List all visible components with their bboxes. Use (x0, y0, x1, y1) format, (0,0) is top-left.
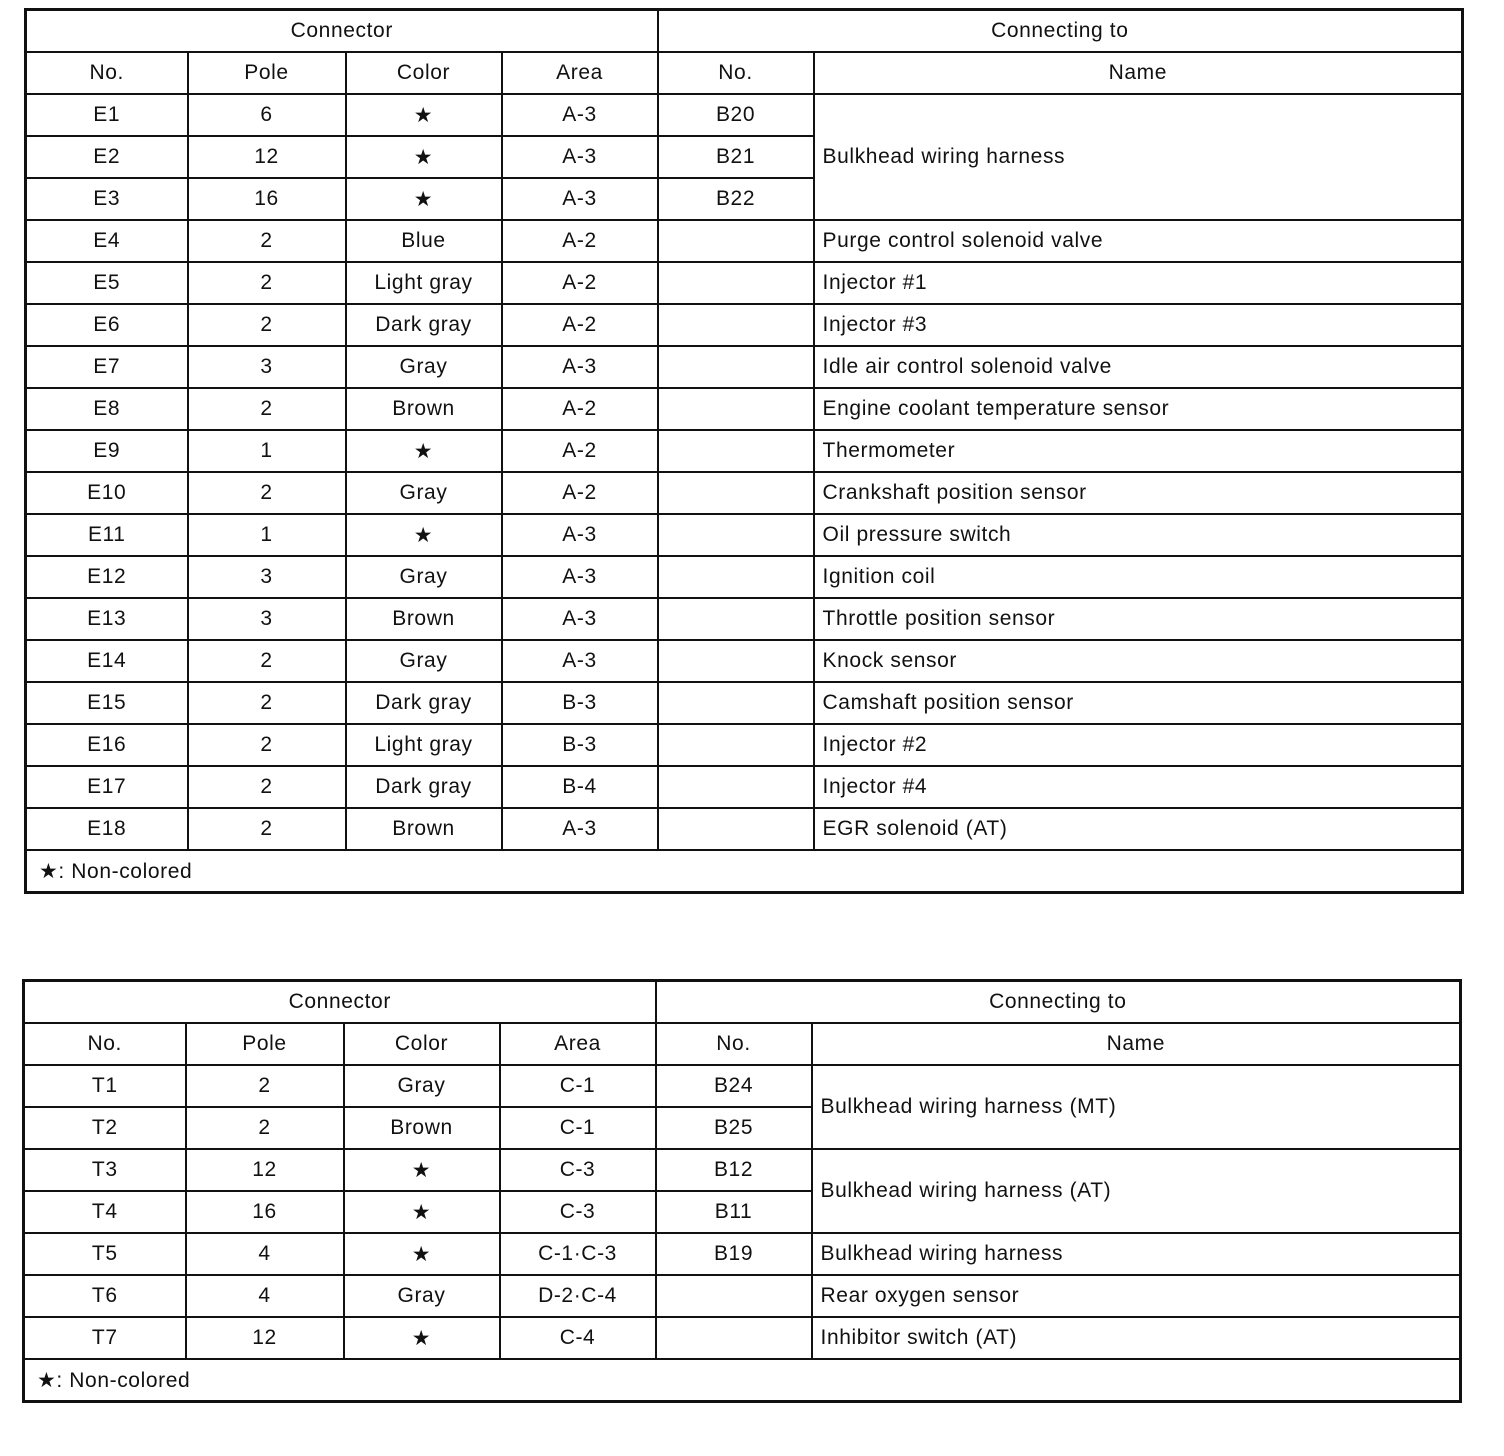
cell-to-no: B25 (656, 1107, 812, 1149)
cell-color: ★ (344, 1149, 500, 1191)
cell-no: E1 (26, 94, 188, 136)
col-header-color: Color (346, 52, 502, 94)
cell-to-no (658, 220, 814, 262)
table-row (26, 346, 1463, 388)
table-row (26, 766, 1463, 808)
cell-no: E11 (26, 514, 188, 556)
cell-area: C-3 (500, 1191, 656, 1233)
cell-area: A-3 (502, 346, 658, 388)
table-row (26, 598, 1463, 640)
group-header-row (24, 981, 1461, 1024)
cell-no: E14 (26, 640, 188, 682)
cell-to-no (658, 472, 814, 514)
cell-pole: 3 (188, 598, 346, 640)
col-header-to-no: No. (656, 1023, 812, 1065)
cell-pole: 4 (186, 1233, 344, 1275)
cell-color: Gray (346, 472, 502, 514)
cell-area: B-3 (502, 682, 658, 724)
cell-pole: 2 (188, 472, 346, 514)
cell-area: A-3 (502, 556, 658, 598)
cell-area: A-2 (502, 220, 658, 262)
cell-no: T5 (24, 1233, 186, 1275)
cell-to-no: B12 (656, 1149, 812, 1191)
cell-to-no: B24 (656, 1065, 812, 1107)
cell-name: Rear oxygen sensor (812, 1275, 1461, 1317)
column-header-row (26, 52, 1463, 94)
col-header-area: Area (500, 1023, 656, 1065)
cell-no: E12 (26, 556, 188, 598)
cell-pole: 2 (188, 766, 346, 808)
cell-name: Inhibitor switch (AT) (812, 1317, 1461, 1359)
cell-pole: 6 (188, 94, 346, 136)
cell-to-no (656, 1317, 812, 1359)
cell-area: A-2 (502, 262, 658, 304)
cell-name: Crankshaft position sensor (814, 472, 1463, 514)
cell-name: Injector #4 (814, 766, 1463, 808)
cell-color: ★ (344, 1191, 500, 1233)
cell-area: B-4 (502, 766, 658, 808)
cell-area: A-2 (502, 472, 658, 514)
cell-to-no (658, 808, 814, 850)
cell-area: A-2 (502, 388, 658, 430)
cell-area: B-3 (502, 724, 658, 766)
cell-pole: 1 (188, 514, 346, 556)
group-header-connecting-to: Connecting to (658, 10, 1463, 53)
cell-color: ★ (346, 94, 502, 136)
table-row (26, 430, 1463, 472)
col-header-color: Color (344, 1023, 500, 1065)
cell-pole: 2 (188, 724, 346, 766)
cell-name: EGR solenoid (AT) (814, 808, 1463, 850)
table-row (24, 1149, 1461, 1191)
cell-no: E17 (26, 766, 188, 808)
cell-name: Throttle position sensor (814, 598, 1463, 640)
cell-no: T3 (24, 1149, 186, 1191)
table-row (26, 262, 1463, 304)
cell-no: E4 (26, 220, 188, 262)
cell-color: Gray (344, 1275, 500, 1317)
connector-table-t (22, 979, 1462, 1403)
cell-no: T7 (24, 1317, 186, 1359)
cell-pole: 12 (186, 1149, 344, 1191)
col-header-to-no: No. (658, 52, 814, 94)
cell-to-no: B11 (656, 1191, 812, 1233)
cell-area: C-3 (500, 1149, 656, 1191)
cell-to-no (658, 682, 814, 724)
cell-color: Gray (346, 556, 502, 598)
cell-to-no: B19 (656, 1233, 812, 1275)
cell-area: A-3 (502, 640, 658, 682)
table-row (26, 724, 1463, 766)
cell-to-no (658, 514, 814, 556)
table-row (26, 94, 1463, 136)
cell-name: Ignition coil (814, 556, 1463, 598)
table-row (26, 388, 1463, 430)
cell-no: E18 (26, 808, 188, 850)
cell-color: Light gray (346, 724, 502, 766)
cell-name: Thermometer (814, 430, 1463, 472)
cell-no: T6 (24, 1275, 186, 1317)
cell-to-no (658, 346, 814, 388)
cell-no: E13 (26, 598, 188, 640)
cell-name: Camshaft position sensor (814, 682, 1463, 724)
cell-no: T2 (24, 1107, 186, 1149)
cell-name: Oil pressure switch (814, 514, 1463, 556)
cell-color: ★ (346, 430, 502, 472)
table-row (26, 472, 1463, 514)
cell-area: A-2 (502, 304, 658, 346)
connector-table-e (24, 8, 1464, 894)
cell-no: E8 (26, 388, 188, 430)
group-header-connector: Connector (26, 10, 658, 53)
cell-name-merged: Bulkhead wiring harness (MT) (812, 1065, 1461, 1149)
cell-no: E15 (26, 682, 188, 724)
cell-no: E10 (26, 472, 188, 514)
cell-color: Dark gray (346, 304, 502, 346)
cell-to-no: B22 (658, 178, 814, 220)
col-header-name: Name (814, 52, 1463, 94)
cell-color: ★ (346, 514, 502, 556)
cell-name: Injector #3 (814, 304, 1463, 346)
cell-color: ★ (346, 136, 502, 178)
footnote-row (26, 850, 1463, 893)
table-row (26, 220, 1463, 262)
group-header-connecting-to: Connecting to (656, 981, 1461, 1024)
cell-pole: 12 (186, 1317, 344, 1359)
cell-to-no (658, 640, 814, 682)
cell-pole: 2 (188, 262, 346, 304)
cell-no: E3 (26, 178, 188, 220)
cell-no: E16 (26, 724, 188, 766)
cell-color: Brown (346, 808, 502, 850)
cell-name: Bulkhead wiring harness (812, 1233, 1461, 1275)
cell-area: A-3 (502, 136, 658, 178)
cell-to-no (658, 556, 814, 598)
cell-name: Injector #2 (814, 724, 1463, 766)
cell-pole: 2 (188, 640, 346, 682)
cell-no: T4 (24, 1191, 186, 1233)
cell-to-no: B21 (658, 136, 814, 178)
cell-no: E6 (26, 304, 188, 346)
cell-pole: 16 (186, 1191, 344, 1233)
cell-pole: 2 (186, 1107, 344, 1149)
cell-pole: 3 (188, 556, 346, 598)
cell-pole: 2 (188, 808, 346, 850)
cell-name-merged: Bulkhead wiring harness (814, 94, 1463, 220)
footnote: ★: Non-colored (24, 1359, 1461, 1402)
cell-color: ★ (344, 1317, 500, 1359)
cell-to-no (658, 388, 814, 430)
cell-to-no (658, 262, 814, 304)
cell-area: A-2 (502, 430, 658, 472)
cell-to-no: B20 (658, 94, 814, 136)
cell-name: Engine coolant temperature sensor (814, 388, 1463, 430)
table-row (26, 514, 1463, 556)
cell-no: E2 (26, 136, 188, 178)
cell-pole: 1 (188, 430, 346, 472)
cell-area: C-1 (500, 1065, 656, 1107)
cell-color: Brown (346, 388, 502, 430)
cell-name: Purge control solenoid valve (814, 220, 1463, 262)
cell-color: Brown (344, 1107, 500, 1149)
cell-area: A-3 (502, 598, 658, 640)
cell-area: A-3 (502, 514, 658, 556)
col-header-name: Name (812, 1023, 1461, 1065)
cell-pole: 2 (188, 304, 346, 346)
cell-color: Dark gray (346, 766, 502, 808)
group-header-connector: Connector (24, 981, 656, 1024)
table-row (24, 1065, 1461, 1107)
cell-no: E5 (26, 262, 188, 304)
cell-name: Injector #1 (814, 262, 1463, 304)
cell-color: ★ (344, 1233, 500, 1275)
cell-color: Brown (346, 598, 502, 640)
footnote-row (24, 1359, 1461, 1402)
cell-color: Gray (346, 346, 502, 388)
cell-color: Gray (346, 640, 502, 682)
cell-pole: 2 (188, 388, 346, 430)
cell-area: D-2·C-4 (500, 1275, 656, 1317)
table-row (26, 640, 1463, 682)
col-header-pole: Pole (186, 1023, 344, 1065)
cell-pole: 12 (188, 136, 346, 178)
cell-to-no (658, 724, 814, 766)
cell-area: C-1 (500, 1107, 656, 1149)
col-header-no: No. (26, 52, 188, 94)
column-header-row (24, 1023, 1461, 1065)
cell-pole: 2 (188, 682, 346, 724)
cell-pole: 2 (188, 220, 346, 262)
cell-area: C-1·C-3 (500, 1233, 656, 1275)
cell-color: ★ (346, 178, 502, 220)
col-header-area: Area (502, 52, 658, 94)
cell-pole: 2 (186, 1065, 344, 1107)
col-header-no: No. (24, 1023, 186, 1065)
footnote: ★: Non-colored (26, 850, 1463, 893)
cell-color: Light gray (346, 262, 502, 304)
cell-area: A-3 (502, 808, 658, 850)
cell-area: A-3 (502, 94, 658, 136)
table-row (26, 808, 1463, 850)
cell-name: Knock sensor (814, 640, 1463, 682)
cell-no: E9 (26, 430, 188, 472)
cell-color: Dark gray (346, 682, 502, 724)
table-row (24, 1275, 1461, 1317)
cell-color: Gray (344, 1065, 500, 1107)
cell-color: Blue (346, 220, 502, 262)
cell-pole: 3 (188, 346, 346, 388)
col-header-pole: Pole (188, 52, 346, 94)
cell-to-no (656, 1275, 812, 1317)
table-row (26, 304, 1463, 346)
cell-area: C-4 (500, 1317, 656, 1359)
cell-no: E7 (26, 346, 188, 388)
table-row (24, 1233, 1461, 1275)
cell-pole: 16 (188, 178, 346, 220)
cell-to-no (658, 430, 814, 472)
cell-to-no (658, 766, 814, 808)
table-row (26, 556, 1463, 598)
cell-name: Idle air control solenoid valve (814, 346, 1463, 388)
cell-to-no (658, 304, 814, 346)
group-header-row (26, 10, 1463, 53)
cell-no: T1 (24, 1065, 186, 1107)
table-row (24, 1317, 1461, 1359)
table-row (26, 682, 1463, 724)
cell-name-merged: Bulkhead wiring harness (AT) (812, 1149, 1461, 1233)
cell-to-no (658, 598, 814, 640)
cell-area: A-3 (502, 178, 658, 220)
cell-pole: 4 (186, 1275, 344, 1317)
